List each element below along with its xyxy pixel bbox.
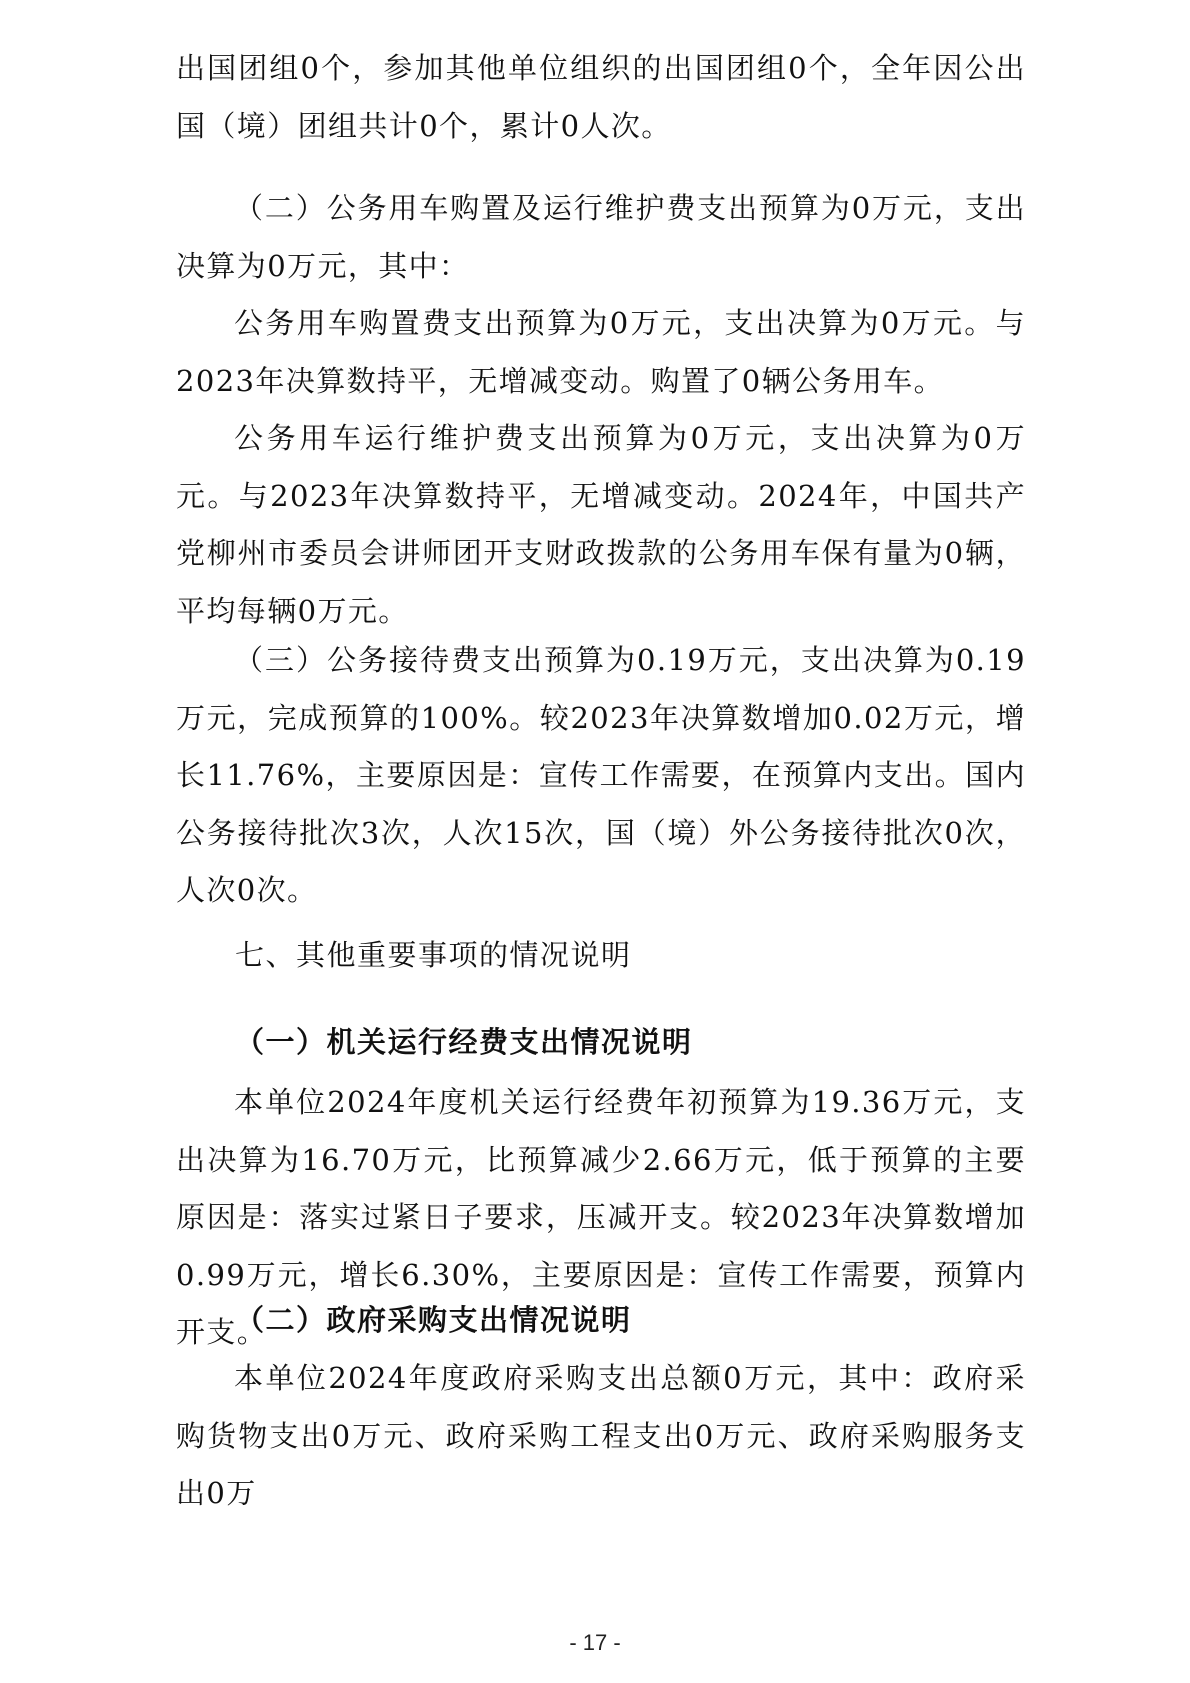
paragraph-operating-expenses: 本单位2024年度机关运行经费年初预算为19.36万元，支出决算为16.70万元，比预算减少2.66万元，低于预算的主要原因是：落实过紧日子要求，压减开支。较2023年决算数增加0.99万元，增长6.30%，主要原因是：宣传工作需要，预算内开支。 bbox=[176, 1085, 1026, 1349]
subheading-operating-expenses: （一）机关运行经费支出情况说明 bbox=[235, 1025, 693, 1059]
paragraph-vehicle-summary: （二）公务用车购置及运行维护费支出预算为0万元，支出决算为0万元，其中： bbox=[176, 191, 1026, 283]
paragraph-outbound-groups: 出国团组0个，参加其他单位组织的出国团组0个，全年因公出国（境）团组共计0个，累计0人次。 bbox=[176, 51, 1026, 143]
paragraph-government-procurement: 本单位2024年度政府采购支出总额0万元，其中：政府采购货物支出0万元、政府采购工程支出0万元、政府采购服务支出0万 bbox=[176, 1361, 1026, 1510]
page-number: - 17 - bbox=[569, 1630, 621, 1655]
section-heading-other-matters: 七、其他重要事项的情况说明 bbox=[235, 938, 632, 972]
paragraph-vehicle-purchase: 公务用车购置费支出预算为0万元，支出决算为0万元。与2023年决算数持平，无增减变动。购置了0辆公务用车。 bbox=[176, 306, 1026, 398]
paragraph-vehicle-maintenance: 公务用车运行维护费支出预算为0万元，支出决算为0万元。与2023年决算数持平，无增减变动。2024年，中国共产党柳州市委员会讲师团开支财政拨款的公务用车保有量为0辆，平均每辆0万元。 bbox=[176, 421, 1026, 628]
subheading-government-procurement: （二）政府采购支出情况说明 bbox=[235, 1303, 632, 1337]
paragraph-reception-expenses: （三）公务接待费支出预算为0.19万元，支出决算为0.19万元，完成预算的100%。较2023年决算数增加0.02万元，增长11.76%，主要原因是：宣传工作需要，在预算内支出。国内公务接待批次3次，人次15次，国（境）外公务接待批次0次，人次0次。 bbox=[176, 643, 1026, 907]
